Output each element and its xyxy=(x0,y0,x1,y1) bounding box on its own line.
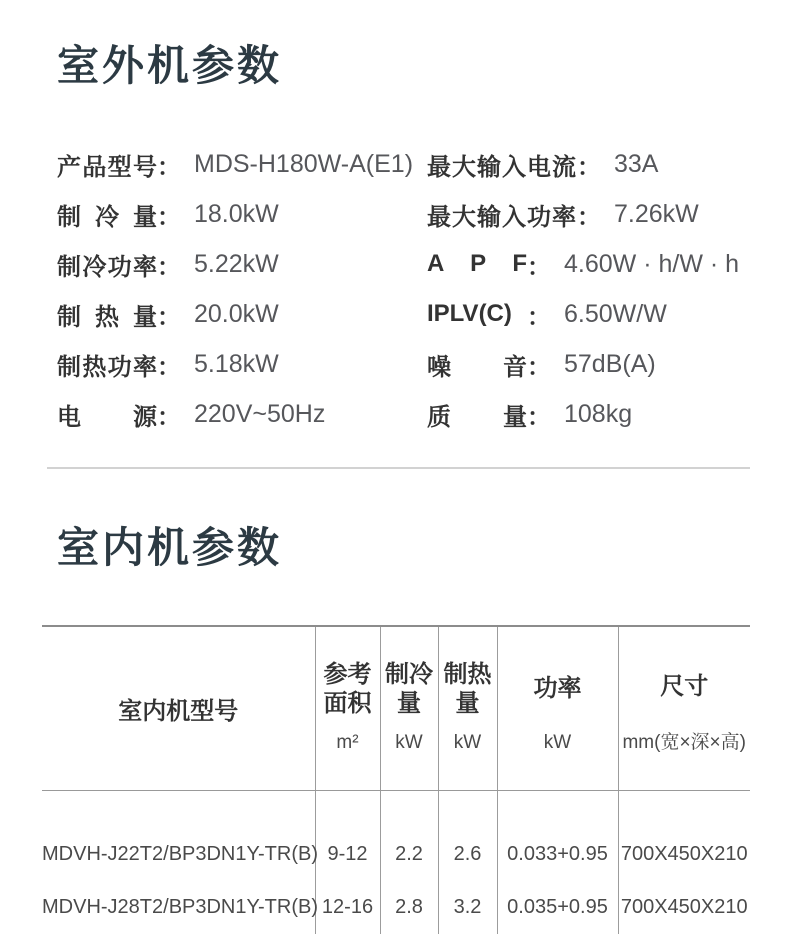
spec-row-cooling-power xyxy=(57,239,427,289)
header-cell-area xyxy=(315,626,380,791)
cell-model: MDVH-J28T2/BP3DN1Y-TR(B) xyxy=(42,896,318,918)
cell-power: 0.033+0.95 xyxy=(497,791,618,882)
indoor-section xyxy=(0,524,790,934)
spec-colon: ： xyxy=(157,353,181,381)
spec-label: 质 量 xyxy=(427,403,527,431)
spec-value: 7.26kW xyxy=(614,199,699,228)
spec-row-heating-capacity xyxy=(57,289,427,339)
spec-row-power-supply xyxy=(57,389,427,439)
column-label: 制冷量 xyxy=(385,660,433,717)
spec-colon: ： xyxy=(157,153,181,181)
header-cell-cooling xyxy=(380,626,438,791)
indoor-unit-table xyxy=(42,625,750,934)
spec-value: 4.60W · h/W · h xyxy=(564,249,740,278)
spec-value: 5.22kW xyxy=(194,249,279,278)
spec-value: 220V~50Hz xyxy=(194,399,326,428)
outdoor-section xyxy=(0,0,790,439)
spec-value: 57dB(A) xyxy=(564,349,656,378)
cell-dimensions: 700X450X210 xyxy=(618,881,750,934)
spec-label: 制 热 量 xyxy=(57,303,157,331)
spec-label: 制热功率 xyxy=(57,353,157,381)
column-unit: m² xyxy=(336,732,359,753)
section-divider xyxy=(47,467,750,469)
spec-label: 最大输入电流 xyxy=(427,153,577,181)
spec-value: 20.0kW xyxy=(194,299,279,328)
column-label: 室内机型号 xyxy=(118,698,239,725)
spec-value: 18.0kW xyxy=(194,199,279,228)
spec-row-heating-power xyxy=(57,339,427,389)
spec-row-cooling-capacity xyxy=(57,189,427,239)
spec-colon: ： xyxy=(527,353,551,381)
spec-colon: ： xyxy=(527,303,551,331)
cell-dimensions: 700X450X210 xyxy=(618,791,750,882)
column-label: 尺寸 xyxy=(660,672,709,700)
spec-row-max-input-current xyxy=(427,139,790,189)
header-cell-power xyxy=(497,626,618,791)
cell-area: 9-12 xyxy=(315,791,380,882)
spec-colon: ： xyxy=(527,253,551,281)
spec-colon: ： xyxy=(577,203,601,231)
spec-row-product-model xyxy=(57,139,427,189)
spec-label: 制冷功率 xyxy=(57,253,157,281)
spec-label: IPLV(C) xyxy=(427,300,512,327)
outdoor-section-title: 室外机参数 xyxy=(57,42,283,89)
spec-row-iplv xyxy=(427,289,790,339)
header-cell-model xyxy=(42,626,315,791)
spec-colon: ： xyxy=(577,153,601,181)
spec-label: A P F xyxy=(427,250,527,277)
spec-value: 6.50W/W xyxy=(564,299,667,328)
spec-label: 噪 音 xyxy=(427,353,527,381)
spec-value: 33A xyxy=(614,149,659,178)
spec-row-weight xyxy=(427,389,790,439)
spec-label: 最大输入功率 xyxy=(427,203,577,231)
outdoor-spec-column-right xyxy=(427,139,790,439)
table-row xyxy=(42,791,750,882)
column-label: 功率 xyxy=(533,675,582,702)
table-header-row xyxy=(42,626,750,791)
spec-value: MDS-H180W-A(E1) xyxy=(194,149,414,178)
spec-label: 制 冷 量 xyxy=(57,203,157,231)
column-unit: kW xyxy=(543,732,572,753)
cell-heating: 2.6 xyxy=(438,791,497,882)
header-cell-heating xyxy=(438,626,497,791)
column-unit: mm(宽×深×高) xyxy=(622,732,746,753)
header-cell-dimensions xyxy=(618,626,750,791)
spec-colon: ： xyxy=(157,403,181,431)
column-unit: kW xyxy=(395,732,423,753)
spec-value: 5.18kW xyxy=(194,349,279,378)
cell-cooling: 2.8 xyxy=(380,881,438,934)
spec-row-noise xyxy=(427,339,790,389)
spec-label: 产品型号 xyxy=(57,153,157,181)
spec-colon: ： xyxy=(157,303,181,331)
cell-power: 0.035+0.95 xyxy=(497,881,618,934)
column-label: 参考面积 xyxy=(323,660,372,717)
spec-value: 108kg xyxy=(564,399,633,428)
column-label: 制热量 xyxy=(443,660,492,717)
cell-model: MDVH-J22T2/BP3DN1Y-TR(B) xyxy=(42,843,318,865)
indoor-section-title: 室内机参数 xyxy=(57,524,283,571)
spec-label: 电 源 xyxy=(57,403,157,431)
spec-row-max-input-power xyxy=(427,189,790,239)
cell-heating: 3.2 xyxy=(438,881,497,934)
outdoor-spec-grid xyxy=(57,139,790,439)
outdoor-spec-column-left xyxy=(57,139,427,439)
table-row xyxy=(42,881,750,934)
spec-row-apf xyxy=(427,239,790,289)
cell-cooling: 2.2 xyxy=(380,791,438,882)
spec-colon: ： xyxy=(157,253,181,281)
spec-colon: ： xyxy=(527,403,551,431)
cell-area: 12-16 xyxy=(315,881,380,934)
column-unit: kW xyxy=(453,732,482,753)
spec-colon: ： xyxy=(157,203,181,231)
